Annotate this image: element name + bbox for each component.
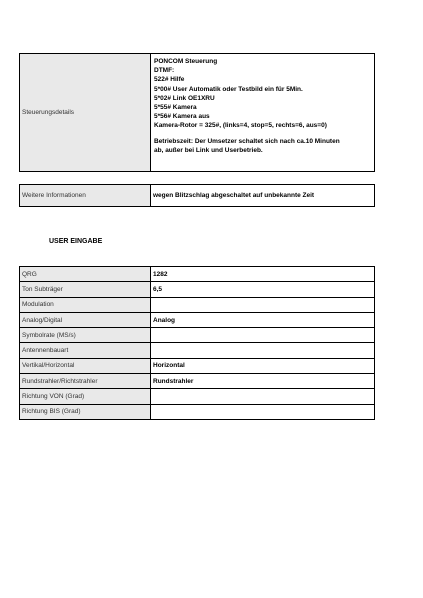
antennenbauart-value xyxy=(151,343,375,358)
modulation-value xyxy=(151,297,375,312)
ton-subtraeger-value: 6,5 xyxy=(151,282,375,297)
qrg-label: QRG xyxy=(20,267,151,282)
symbolrate-label: Symbolrate (MS/s) xyxy=(20,328,151,343)
qrg-value: 1282 xyxy=(151,267,375,282)
table-row xyxy=(20,404,375,419)
table-row xyxy=(20,343,375,358)
richtung-bis-value xyxy=(151,404,375,419)
rundstrahler-richtstrahler-label: Rundstrahler/Richtstrahler xyxy=(20,374,151,389)
richtung-von-label: Richtung VON (Grad) xyxy=(20,389,151,404)
table-row xyxy=(20,185,375,207)
table-row xyxy=(20,374,375,389)
betriebszeit-line: Betriebszeit: Der Umsetzer schaltet sich nach ca.10 Minuten xyxy=(154,137,340,145)
steuerung-line: Kamera-Rotor = 325#, (links=4, stop=5, rechts=6, aus=0) xyxy=(154,122,327,130)
steuerung-line: 5*02# Link OE1XRU xyxy=(154,94,215,102)
modulation-label: Modulation xyxy=(20,297,151,312)
user-eingabe-table xyxy=(19,266,375,420)
betriebszeit-line: ab, außer bei Link und Userbetrieb. xyxy=(154,146,263,154)
steuerungsdetails-value xyxy=(151,54,375,172)
symbolrate-value xyxy=(151,328,375,343)
steuerung-line: 5*55# Kamera xyxy=(154,104,197,112)
weitere-informationen-table xyxy=(19,184,375,207)
table-row xyxy=(20,282,375,297)
steuerung-line: PONCOM Steuerung xyxy=(154,58,218,65)
steuerung-line: DTMF: xyxy=(154,67,175,75)
antennenbauart-label: Antennenbauart xyxy=(20,343,151,358)
table-row xyxy=(20,358,375,373)
vertikal-horizontal-value: Horizontal xyxy=(151,358,375,373)
richtung-von-value xyxy=(151,389,375,404)
steuerung-line: 522# Hilfe xyxy=(154,76,185,84)
user-eingabe-heading: USER EINGABE xyxy=(49,238,103,245)
ton-subtraeger-label: Ton Subträger xyxy=(20,282,151,297)
steuerung-line: 5*56# Kamera aus xyxy=(154,113,210,121)
analog-digital-value: Analog xyxy=(151,312,375,327)
richtung-bis-label: Richtung BIS (Grad) xyxy=(20,404,151,419)
analog-digital-label: Analog/Digital xyxy=(20,312,151,327)
table-row xyxy=(20,267,375,282)
table-row xyxy=(20,54,375,172)
weitere-informationen-label: Weitere Informationen xyxy=(20,185,151,207)
table-row xyxy=(20,312,375,327)
rundstrahler-richtstrahler-value: Rundstrahler xyxy=(151,374,375,389)
steuerungsdetails-label: Steuerungsdetails xyxy=(20,54,151,172)
table-row xyxy=(20,328,375,343)
vertikal-horizontal-label: Vertikal/Horizontal xyxy=(20,358,151,373)
table-row xyxy=(20,297,375,312)
weitere-informationen-value: wegen Blitzschlag abgeschaltet auf unbekannte Zeit xyxy=(151,185,375,207)
steuerung-line: 5*00# User Automatik oder Testbild ein für 5Min. xyxy=(154,85,303,93)
steuerungsdetails-table xyxy=(19,53,375,172)
table-row xyxy=(20,389,375,404)
